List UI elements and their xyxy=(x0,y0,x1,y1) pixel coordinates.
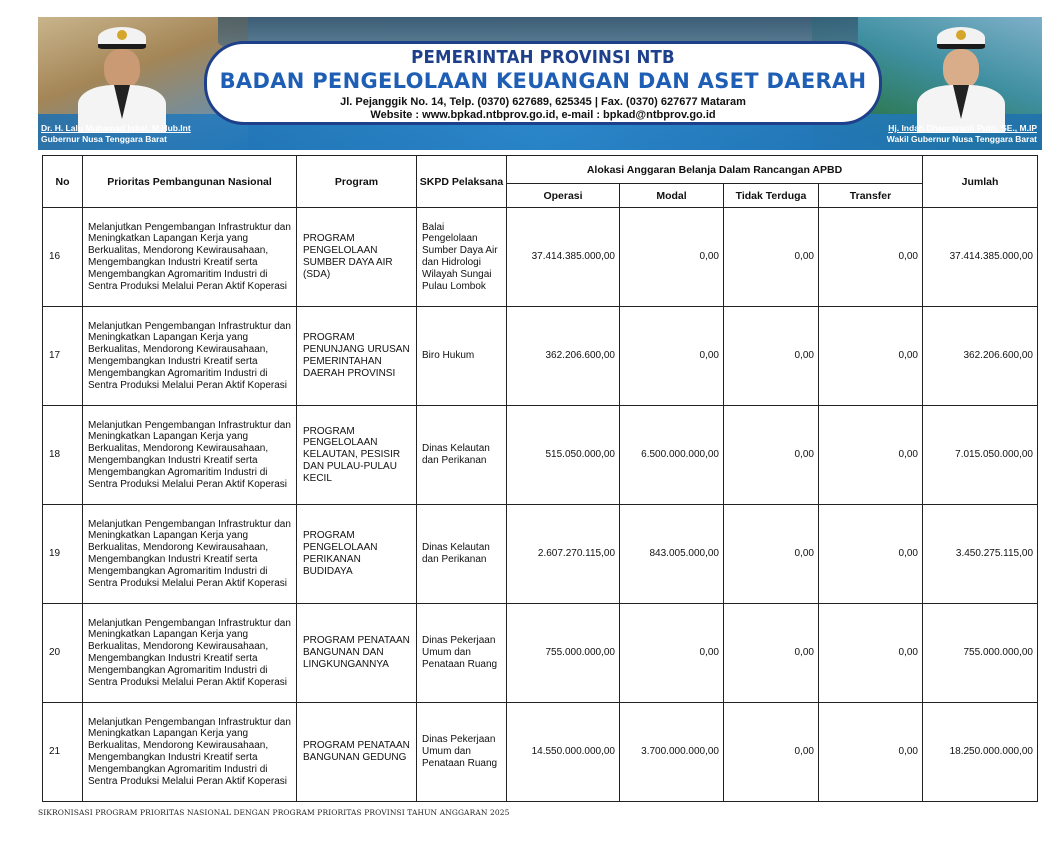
cell-transfer: 0,00 xyxy=(819,307,923,406)
cell-tidak-terduga: 0,00 xyxy=(724,406,819,505)
cell-modal: 3.700.000.000,00 xyxy=(620,703,724,802)
table-row xyxy=(43,703,1038,802)
cell-program: PROGRAM PENGELOLAAN PERIKANAN BUDIDAYA xyxy=(297,505,417,604)
cell-no: 21 xyxy=(43,703,83,802)
cell-jumlah: 755.000.000,00 xyxy=(923,604,1038,703)
cell-no: 16 xyxy=(43,208,83,307)
cell-operasi: 37.414.385.000,00 xyxy=(507,208,620,307)
cell-transfer: 0,00 xyxy=(819,406,923,505)
cell-program: PROGRAM PENATAAN BANGUNAN DAN LINGKUNGANNYA xyxy=(297,604,417,703)
page-footer: SIKRONISASI PROGRAM PRIORITAS NASIONAL DENGAN PROGRAM PRIORITAS PROVINSI TAHUN ANGGARAN 2025 xyxy=(38,808,510,817)
header-title-box xyxy=(204,41,882,125)
cell-jumlah: 362.206.600,00 xyxy=(923,307,1038,406)
cell-no: 17 xyxy=(43,307,83,406)
cell-operasi: 14.550.000.000,00 xyxy=(507,703,620,802)
cell-priority: Melanjutkan Pengembangan Infrastruktur dan Meningkatkan Lapangan Kerja yang Berkualitas, Mendorong Kewirausahaan, Mengembangkan Industri Kreatif serta Mengembangkan Agromaritim Industri di Sentra Produksi Melalui Peran Aktif Koperasi xyxy=(83,208,297,307)
cell-modal: 843.005.000,00 xyxy=(620,505,724,604)
cell-tidak-terduga: 0,00 xyxy=(724,208,819,307)
col-header-skpd: SKPD Pelaksana xyxy=(417,156,507,208)
cell-no: 18 xyxy=(43,406,83,505)
cell-tidak-terduga: 0,00 xyxy=(724,703,819,802)
cell-modal: 0,00 xyxy=(620,604,724,703)
cell-skpd: Balai Pengelolaan Sumber Daya Air dan Hidrologi Wilayah Sungai Pulau Lombok xyxy=(417,208,507,307)
cell-operasi: 755.000.000,00 xyxy=(507,604,620,703)
col-header-program: Program xyxy=(297,156,417,208)
vice-governor-title: Wakil Gubernur Nusa Tenggara Barat xyxy=(886,134,1037,144)
governor-title: Gubernur Nusa Tenggara Barat xyxy=(41,134,167,144)
col-header-tidak-terduga: Tidak Terduga xyxy=(724,184,819,208)
vice-governor-name: Hj. Indah Dhamayanti Putri, SE., M.IP xyxy=(888,123,1037,133)
cell-jumlah: 7.015.050.000,00 xyxy=(923,406,1038,505)
cell-program: PROGRAM PENGELOLAAN KELAUTAN, PESISIR DAN PULAU-PULAU KECIL xyxy=(297,406,417,505)
cell-priority: Melanjutkan Pengembangan Infrastruktur dan Meningkatkan Lapangan Kerja yang Berkualitas, Mendorong Kewirausahaan, Mengembangkan Industri Kreatif serta Mengembangkan Agromaritim Industri di Sentra Produksi Melalui Peran Aktif Koperasi xyxy=(83,703,297,802)
cell-modal: 0,00 xyxy=(620,208,724,307)
header-line1: PEMERINTAH PROVINSI NTB xyxy=(411,47,675,68)
cell-modal: 6.500.000.000,00 xyxy=(620,406,724,505)
cell-transfer: 0,00 xyxy=(819,505,923,604)
cell-priority: Melanjutkan Pengembangan Infrastruktur dan Meningkatkan Lapangan Kerja yang Berkualitas, Mendorong Kewirausahaan, Mengembangkan Industri Kreatif serta Mengembangkan Agromaritim Industri di Sentra Produksi Melalui Peran Aktif Koperasi xyxy=(83,307,297,406)
table-row xyxy=(43,307,1038,406)
vice-governor-portrait xyxy=(911,25,1011,133)
cell-priority: Melanjutkan Pengembangan Infrastruktur dan Meningkatkan Lapangan Kerja yang Berkualitas, Mendorong Kewirausahaan, Mengembangkan Industri Kreatif serta Mengembangkan Agromaritim Industri di Sentra Produksi Melalui Peran Aktif Koperasi xyxy=(83,604,297,703)
cell-jumlah: 37.414.385.000,00 xyxy=(923,208,1038,307)
col-header-operasi: Operasi xyxy=(507,184,620,208)
table-row xyxy=(43,604,1038,703)
cell-operasi: 515.050.000,00 xyxy=(507,406,620,505)
header-website: Website : www.bpkad.ntbprov.go.id, e-mail : bpkad@ntbprov.go.id xyxy=(370,109,716,121)
cell-operasi: 2.607.270.115,00 xyxy=(507,505,620,604)
cell-skpd: Biro Hukum xyxy=(417,307,507,406)
table-row xyxy=(43,406,1038,505)
header-banner xyxy=(38,17,1042,150)
col-header-jumlah: Jumlah xyxy=(923,156,1038,208)
cell-skpd: Dinas Kelautan dan Perikanan xyxy=(417,505,507,604)
col-header-no: No xyxy=(43,156,83,208)
cell-skpd: Dinas Pekerjaan Umum dan Penataan Ruang xyxy=(417,703,507,802)
cell-transfer: 0,00 xyxy=(819,208,923,307)
cell-skpd: Dinas Pekerjaan Umum dan Penataan Ruang xyxy=(417,604,507,703)
table-row xyxy=(43,505,1038,604)
cell-tidak-terduga: 0,00 xyxy=(724,604,819,703)
col-header-priority: Prioritas Pembangunan Nasional xyxy=(83,156,297,208)
governor-name: Dr. H. Lalu Muhamad Iqbal, M.Hub.Int xyxy=(41,123,191,133)
cell-program: PROGRAM PENGELOLAAN SUMBER DAYA AIR (SDA) xyxy=(297,208,417,307)
governor-portrait xyxy=(72,25,172,133)
cell-program: PROGRAM PENATAAN BANGUNAN GEDUNG xyxy=(297,703,417,802)
col-header-transfer: Transfer xyxy=(819,184,923,208)
governor-name-tag xyxy=(41,123,191,147)
col-header-modal: Modal xyxy=(620,184,724,208)
cell-no: 20 xyxy=(43,604,83,703)
cell-transfer: 0,00 xyxy=(819,703,923,802)
cell-transfer: 0,00 xyxy=(819,604,923,703)
table-row xyxy=(43,208,1038,307)
header-line2: BADAN PENGELOLAAN KEUANGAN DAN ASET DAERAH xyxy=(219,69,867,93)
cell-jumlah: 18.250.000.000,00 xyxy=(923,703,1038,802)
cell-skpd: Dinas Kelautan dan Perikanan xyxy=(417,406,507,505)
vice-governor-name-tag xyxy=(887,123,1037,147)
cell-jumlah: 3.450.275.115,00 xyxy=(923,505,1038,604)
cell-tidak-terduga: 0,00 xyxy=(724,307,819,406)
cell-priority: Melanjutkan Pengembangan Infrastruktur dan Meningkatkan Lapangan Kerja yang Berkualitas, Mendorong Kewirausahaan, Mengembangkan Industri Kreatif serta Mengembangkan Agromaritim Industri di Sentra Produksi Melalui Peran Aktif Koperasi xyxy=(83,505,297,604)
cell-modal: 0,00 xyxy=(620,307,724,406)
cell-operasi: 362.206.600,00 xyxy=(507,307,620,406)
cell-priority: Melanjutkan Pengembangan Infrastruktur dan Meningkatkan Lapangan Kerja yang Berkualitas, Mendorong Kewirausahaan, Mengembangkan Industri Kreatif serta Mengembangkan Agromaritim Industri di Sentra Produksi Melalui Peran Aktif Koperasi xyxy=(83,406,297,505)
cell-tidak-terduga: 0,00 xyxy=(724,505,819,604)
cell-program: PROGRAM PENUNJANG URUSAN PEMERINTAHAN DAERAH PROVINSI xyxy=(297,307,417,406)
col-header-allocation: Alokasi Anggaran Belanja Dalam Rancangan APBD xyxy=(507,156,923,184)
budget-table xyxy=(42,155,1038,802)
header-address: Jl. Pejanggik No. 14, Telp. (0370) 627689, 625345 | Fax. (0370) 627677 Mataram xyxy=(340,96,746,108)
cell-no: 19 xyxy=(43,505,83,604)
